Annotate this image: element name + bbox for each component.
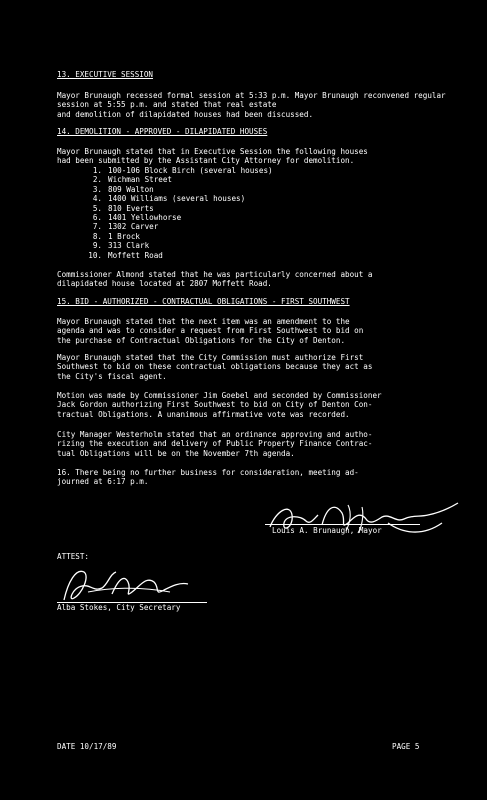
list-item-number: 9. [92, 241, 102, 251]
list-item-text: 809 Walton [108, 184, 154, 194]
list-item-text: 313 Clark [108, 241, 150, 251]
section-14-heading: 14. DEMOLITION - APPROVED - DILAPIDATED HOUSES [57, 127, 268, 136]
secretary-caption: Alba Stokes, City Secretary [57, 603, 181, 612]
mayor-signature-line [265, 524, 420, 525]
list-item-text: 1401 Yellowhorse [108, 213, 182, 223]
list-item-text: 1302 Carver [108, 222, 159, 232]
list-item-number: 1. [92, 166, 102, 175]
mayor-signature [262, 493, 472, 543]
list-item-text: 100-106 Block Birch (several houses) [108, 166, 273, 175]
section-15-paragraph-3: Motion was made by Commissioner Jim Goebel and seconded by Commissioner Jack Gordon authorizing First Southwest to bid on City of Denton Con- tractual Obligations. A unanimous affirmative vote was recorded. [57, 391, 382, 419]
list-item-text: 1 Brock [108, 231, 141, 241]
list-item-number: 5. [92, 203, 102, 213]
section-15-paragraph-2: Mayor Brunaugh stated that the City Commission must authorize First Southwest to bid on these contractual obligations because they act as the City's fiscal agent. [57, 353, 373, 381]
list-item-number: 10. [88, 250, 102, 260]
list-item [80, 222, 273, 231]
footer-page-number: PAGE 5 [392, 742, 420, 751]
attest-label: ATTEST: [57, 552, 90, 561]
section-13-heading: 13. EXECUTIVE SESSION [57, 70, 154, 79]
section-16-text: 16. There being no further business for consideration, meeting ad- journed at 6:17 p.m. [57, 468, 359, 487]
list-item [80, 251, 273, 260]
list-item [80, 194, 273, 203]
list-item-number: 7. [92, 222, 102, 232]
list-item [80, 175, 273, 184]
section-14-intro: Mayor Brunaugh stated that in Executive Session the following houses had been submitted by the Assistant City Attorney for demolition. [57, 147, 368, 166]
list-item-number: 2. [92, 175, 102, 185]
mayor-caption: Louis A. Brunaugh, Mayor [272, 526, 382, 535]
list-item-number: 3. [92, 184, 102, 194]
section-15-paragraph-1: Mayor Brunaugh stated that the next item was an amendment to the agenda and was to consider a request from First Southwest to bid on the purchase of Contractual Obligations for the City of Denton. [57, 317, 364, 345]
list-item-number: 8. [92, 231, 102, 241]
list-item [80, 232, 273, 241]
list-item [80, 204, 273, 213]
list-item [80, 166, 273, 175]
list-item [80, 185, 273, 194]
section-14-closing: Commissioner Almond stated that he was particularly concerned about a dilapidated house located at 2807 Moffett Road. [57, 270, 373, 289]
footer-date: DATE 10/17/89 [57, 742, 117, 751]
list-item-text: Moffett Road [108, 250, 163, 260]
section-13-body: Mayor Brunaugh recessed formal session at 5:33 p.m. Mayor Brunaugh reconvened regular session at 5:55 p.m. and stated that real estate and demolition of dilapidated houses had been discussed. [57, 91, 446, 119]
section-15-heading: 15. BID - AUTHORIZED - CONTRACTUAL OBLIGATIONS - FIRST SOUTHWEST [57, 297, 350, 306]
demolition-list [80, 166, 273, 260]
list-item-number: 4. [92, 194, 102, 204]
list-item-text: 1400 Williams (several houses) [108, 194, 246, 204]
list-item [80, 213, 273, 222]
list-item-text: 810 Everts [108, 203, 154, 213]
list-item [80, 241, 273, 250]
list-item-text: Wichman Street [108, 175, 173, 185]
list-item-number: 6. [92, 213, 102, 223]
section-15-paragraph-4: City Manager Westerholm stated that an ordinance approving and autho- rizing the execution and delivery of Public Property Finance Contrac- tual Obligations will be on the November 7th agenda. [57, 430, 373, 458]
